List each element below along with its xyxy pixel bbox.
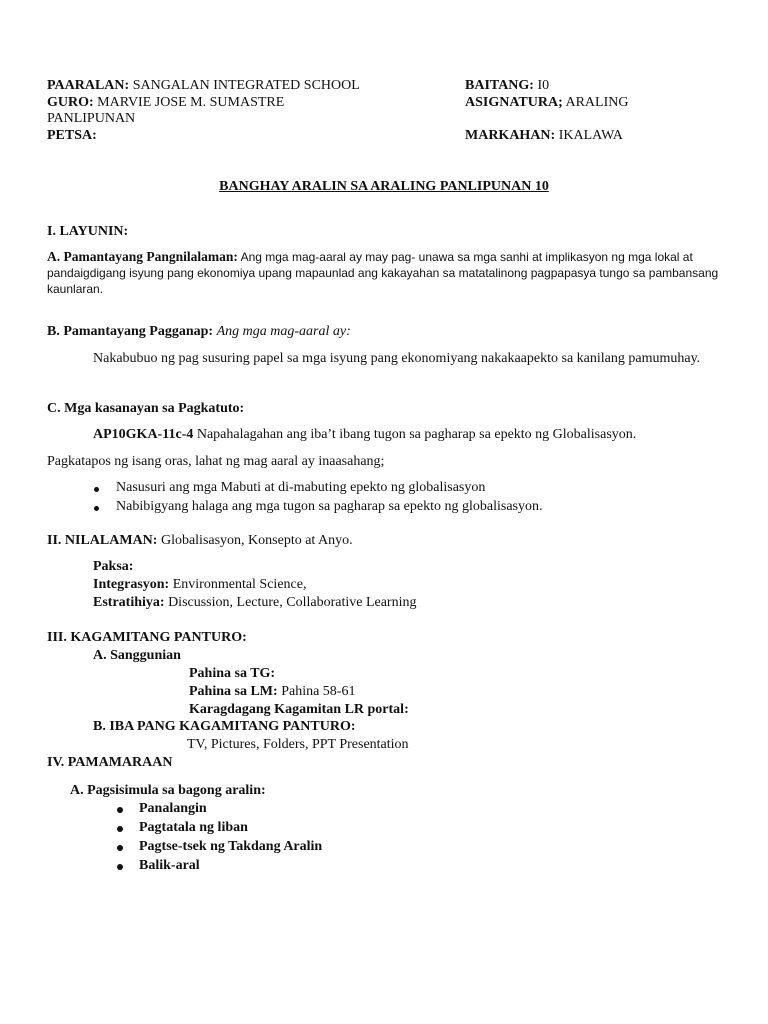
asignatura-value: ARALING [565, 95, 629, 110]
baitang-row [465, 78, 549, 94]
petsa-label: PETSA: [47, 128, 97, 143]
markahan-row [465, 128, 623, 144]
markahan-label: MARKAHAN: [465, 128, 556, 143]
pangnilalaman-label: A. Pamantayang Pangnilalaman: [47, 249, 238, 264]
kasanayan-intro: Pagkatapos ng isang oras, lahat ng mag aaral ay inaasahang; [47, 454, 385, 469]
paaralan-label: PAARALAN: [47, 78, 130, 93]
iba-pang-kagamitan-value: TV, Pictures, Folders, PPT Presentation [187, 737, 409, 752]
asignatura-label: ASIGNATURA; [465, 95, 563, 110]
procedure-item: Pagtse-tsek ng Takdang Aralin [139, 839, 323, 854]
kasanayan-heading: C. Mga kasanayan sa Pagkatuto: [47, 401, 245, 416]
pahina-lm-value: Pahina 58-61 [281, 684, 356, 699]
nilalaman-heading: II. NILALAMAN: [47, 533, 158, 548]
bullet-icon [94, 506, 99, 511]
petsa-row [47, 128, 97, 144]
integrasyon-value: Environmental Science, [172, 577, 307, 592]
pagganap-italic: Ang mga mag-aaral ay: [216, 324, 351, 339]
layunin-heading: I. LAYUNIN: [47, 224, 129, 239]
document-title: BANGHAY ARALIN SA ARALING PANLIPUNAN 10 [219, 179, 549, 194]
pahina-tg-label: Pahina sa TG: [189, 666, 276, 681]
objective-item: Nasusuri ang mga Mabuti at di-mabuting epekto ng globalisasyon [116, 480, 486, 495]
estratihiya-row [93, 595, 417, 611]
sanggunian-label: A. Sanggunian [93, 648, 181, 663]
paksa-label: Paksa: [93, 559, 134, 574]
estratihiya-label: Estratihiya: [93, 595, 165, 610]
pagganap-text: Nakabubuo ng pag susuring papel sa mga isyung pang ekonomiyang nakakaapekto sa kanilang pamumuhay. [93, 351, 701, 366]
integrasyon-row [93, 577, 306, 593]
pagsisimula-label: A. Pagsisimula sa bagong aralin: [70, 783, 266, 798]
pagganap-label: B. Pamantayang Pagganap: [47, 324, 214, 339]
procedure-item: Balik-aral [139, 858, 200, 873]
bullet-icon [117, 864, 123, 870]
bullet-icon [117, 807, 123, 813]
kasanayan-competency [93, 427, 636, 443]
pamantayang-pangnilalaman [47, 249, 727, 297]
lr-portal-label: Karagdagang Kagamitan LR portal: [189, 702, 409, 717]
pamantayang-pagganap [47, 324, 351, 340]
bullet-icon [117, 826, 123, 832]
kagamitan-heading: III. KAGAMITANG PANTURO: [47, 630, 247, 645]
estratihiya-value: Discussion, Lecture, Collaborative Learning [168, 595, 417, 610]
objective-item: Nabibigyang halaga ang mga tugon sa pagharap sa epekto ng globalisasyon. [116, 499, 543, 514]
procedure-item: Panalangin [139, 801, 207, 816]
iba-pang-kagamitan-label: B. IBA PANG KAGAMITANG PANTURO: [93, 719, 356, 734]
pahina-lm-row [189, 684, 355, 700]
bullet-icon [117, 845, 123, 851]
pamamaraan-heading: IV. PAMAMARAAN [47, 755, 173, 770]
competency-text: Napahalagahan ang iba’t ibang tugon sa pagharap sa epekto ng Globalisasyon. [196, 427, 637, 442]
guro-row [47, 95, 284, 111]
competency-code: AP10GKA-11c-4 [93, 427, 194, 442]
guro-label: GURO: [47, 95, 94, 110]
asignatura-row [465, 95, 628, 111]
markahan-value: IKALAWA [558, 128, 623, 143]
nilalaman-value: Globalisasyon, Konsepto at Anyo. [160, 533, 353, 548]
nilalaman-row [47, 533, 353, 549]
guro-value: MARVIE JOSE M. SUMASTRE [97, 95, 285, 110]
procedure-item: Pagtatala ng liban [139, 820, 248, 835]
bullet-icon [94, 487, 99, 492]
paaralan-value: SANGALAN INTEGRATED SCHOOL [132, 78, 360, 93]
baitang-value: I0 [537, 78, 550, 93]
pahina-lm-label: Pahina sa LM: [189, 684, 278, 699]
pangnilalaman-text: Ang mga mag-aaral ay may pag- unawa sa mga sanhi at implikasyon ng mga lokal at pandaigdigang isyung pang ekonomiya upang mapaunlad ang kakayahan sa matatalinong pagpapasya tungo sa pambansang kaunlaran. [47, 250, 719, 296]
paaralan-row [47, 78, 360, 94]
baitang-label: BAITANG: [465, 78, 534, 93]
integrasyon-label: Integrasyon: [93, 577, 170, 592]
asignatura-continuation: PANLIPUNAN [47, 111, 136, 126]
